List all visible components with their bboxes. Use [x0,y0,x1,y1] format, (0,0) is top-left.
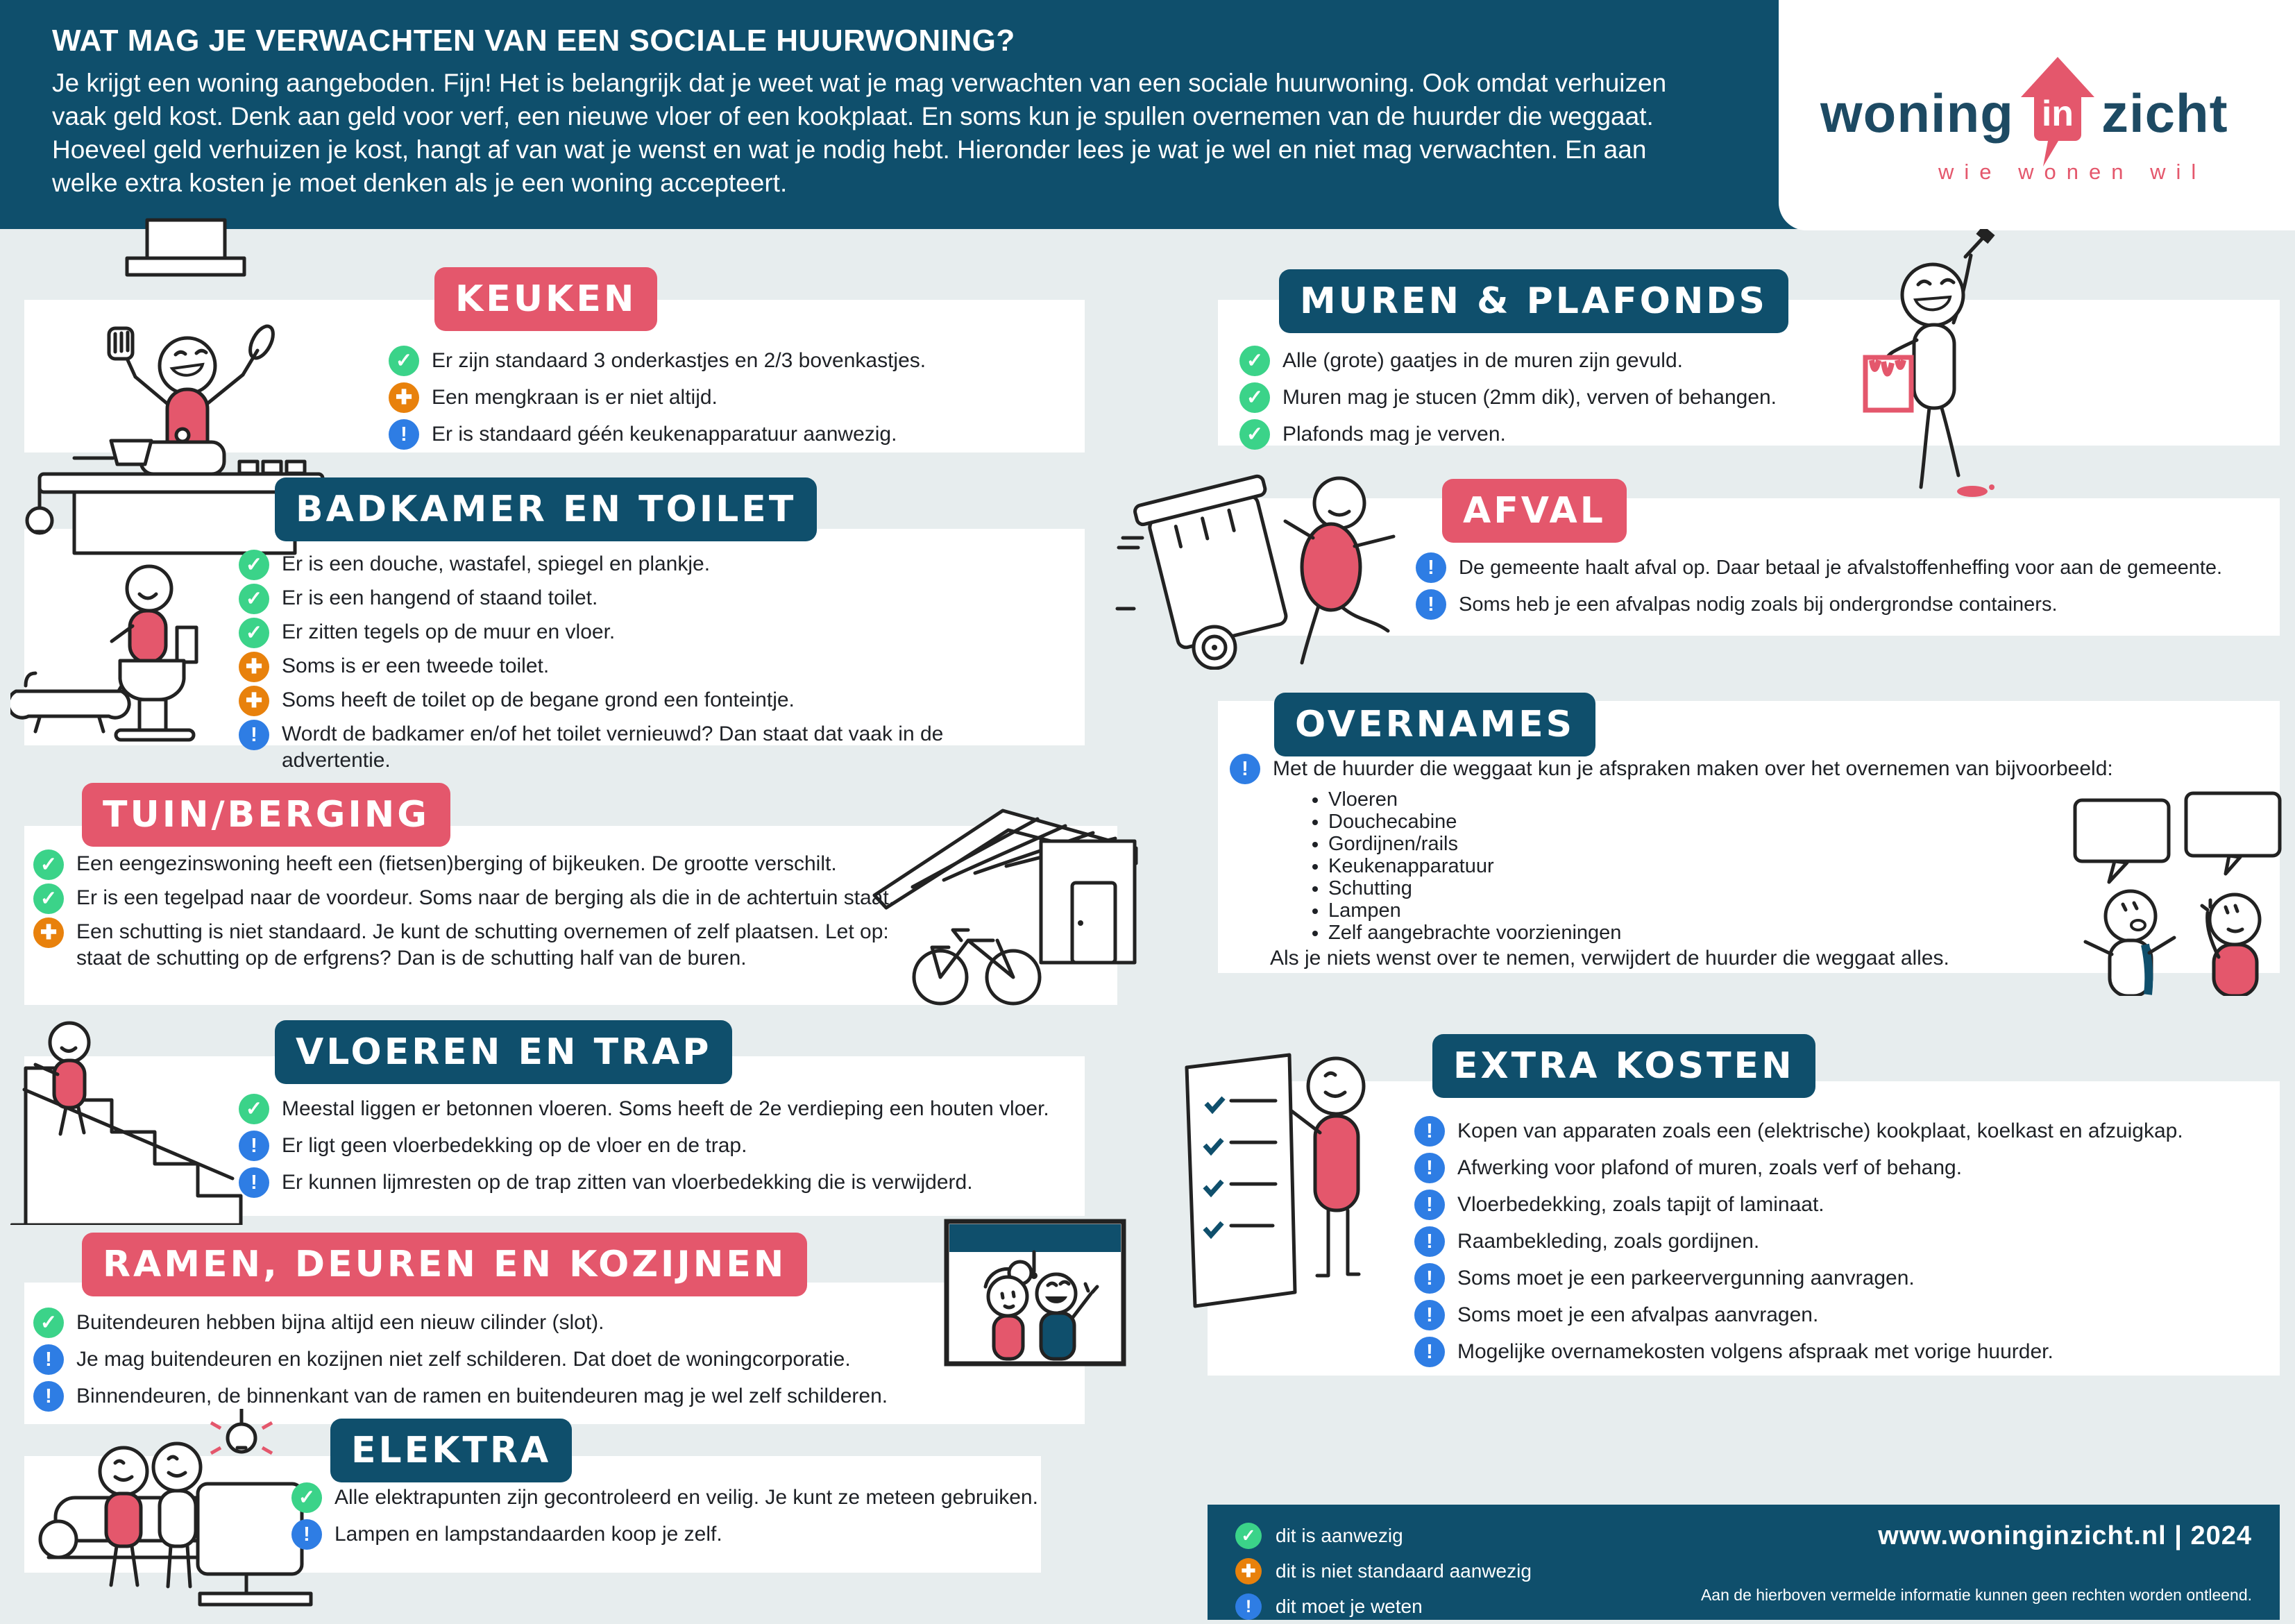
item-text: Afwerking voor plafond of muren, zoals verf of behang. [1457,1156,1963,1179]
check-icon: ✓ [239,618,269,648]
item-text: Muren mag je stucen (2mm dik), verven of behangen. [1282,386,1777,409]
list-item [239,1094,1049,1124]
ramen-list [33,1308,888,1412]
exclamation-icon: ! [1414,1337,1445,1367]
exclamation-icon: ! [1416,589,1446,620]
item-text: Raambekleding, zoals gordijnen. [1457,1230,1760,1253]
badkamer-list [239,550,962,774]
item-text: Buitendeuren hebben bijna altijd een nieuw cilinder (slot). [76,1311,604,1334]
section-title-vloeren: VLOEREN EN TRAP [275,1020,732,1084]
exclamation-icon: ! [389,419,419,450]
list-item [239,550,962,580]
check-icon: ✓ [389,346,419,376]
elektra-list [291,1482,1038,1550]
check-icon: ✓ [239,584,269,614]
intro-paragraph: Je krijgt een woning aangeboden. Fijn! Het is belangrijk dat je weet wat je mag verwachten van een sociale huurwoning. Ook omdat verhuizen vaak geld kost. Denk aan geld voor verf, een nieuwe vloer of een kookplaat. En soms kun je spullen overnemen van de huurder die weggaat. Hoeveel geld verhuizen je kost, hangt af van wat je wenst en wat je nodig hebt. Hieronder lees je wat je wel en niet mag verwachten. En aan welke extra kosten je moet denken als je een woning accepteert. [52,69,1667,197]
item-text: Meestal liggen er betonnen vloeren. Soms heeft de 2e verdieping een houten vloer. [282,1097,1049,1120]
exclamation-icon: ! [291,1519,322,1550]
overnames-bullet-list [1305,788,1621,944]
item-text: Een eengezinswoning heeft een (fietsen)berging of bijkeuken. De grootte verschilt. [76,852,837,875]
list-item [389,382,926,413]
section-title-badkamer: BADKAMER EN TOILET [275,477,817,541]
website-link[interactable]: www.woninginzicht.nl | 2024 [1878,1521,2252,1550]
item-text: Alle (grote) gaatjes in de muren zijn gevuld. [1282,349,1683,372]
exclamation-icon: ! [239,720,269,750]
extra-list [1414,1116,2183,1367]
list-item [239,618,962,648]
list-item [33,1344,888,1375]
list-item [239,686,962,716]
list-item [1414,1337,2183,1367]
check-icon: ✓ [291,1482,322,1513]
list-item [1239,382,1777,413]
logo [1820,54,2228,172]
tuin-list [33,849,899,972]
bullet-item: • Lampen [1328,899,1621,922]
exclamation-icon: ! [239,1131,269,1161]
exclamation-icon: ! [33,1344,64,1375]
overnames-footer: Als je niets wenst over te nemen, verwijdert de huurder die weggaat alles. [1270,947,1949,970]
list-item [33,849,899,880]
window-picture-illustration [944,1219,1128,1368]
check-icon: ✓ [239,1094,269,1124]
section-title-tuin: TUIN/BERGING [82,783,450,847]
section-title-extra: EXTRA KOSTEN [1432,1034,1815,1098]
list-item [291,1519,1038,1550]
item-text: Wordt de badkamer en/of het toilet vernieuwd? Dan staat dat vaak in de advertentie. [282,722,944,772]
logo-word-zicht: zicht [2101,82,2228,144]
list-item [33,917,899,972]
disclaimer-text: Aan de hierboven vermelde informatie kunnen geen rechten worden ontleend. [1700,1586,2252,1604]
list-item [1414,1300,2183,1330]
trash-bin-illustration [1110,455,1409,670]
item-text: Er zijn standaard 3 onderkastjes en 2/3 bovenkastjes. [432,349,926,372]
item-text: Alle elektrapunten zijn gecontroleerd en veilig. Je kunt ze meteen gebruiken. [334,1486,1038,1509]
list-item [1239,346,1777,376]
couch-tv-illustration [35,1409,319,1621]
list-item [1416,589,2222,620]
check-icon: ✓ [1239,382,1270,413]
check-icon: ✓ [1239,419,1270,450]
item-text: Er is een douche, wastafel, spiegel en plankje. [282,552,711,575]
list-item [239,1167,1049,1198]
exclamation-icon: ! [1414,1226,1445,1257]
plus-icon: ✚ [239,686,269,716]
item-text: Met de huurder die weggaat kun je afspraken maken over het overnemen van bijvoorbeeld: [1273,757,2113,780]
exclamation-icon: ! [1235,1593,1262,1620]
check-icon: ✓ [33,883,64,914]
list-item [1414,1190,2183,1220]
list-item [239,584,962,614]
exclamation-icon: ! [1414,1153,1445,1183]
section-title-ramen: RAMEN, DEUREN EN KOZIJNEN [82,1233,807,1296]
list-item [1239,419,1777,450]
item-text: Soms moet je een parkeervergunning aanvragen. [1457,1267,1915,1289]
legend-item [1235,1593,1532,1620]
item-text: De gemeente haalt afval op. Daar betaal je afvalstoffenheffing voor aan de gemeente. [1459,557,2223,579]
painter-illustration [1804,229,2082,503]
check-icon: ✓ [1239,346,1270,376]
list-item [291,1482,1038,1513]
item-text: Lampen en lampstandaarden koop je zelf. [334,1523,722,1546]
vloeren-list [239,1094,1049,1198]
logo-house-icon [2017,54,2099,172]
list-item [239,652,962,682]
section-title-overnames: OVERNAMES [1274,693,1595,756]
list-item [389,346,926,376]
legend-list [1235,1523,1532,1620]
item-text: Er kunnen lijmresten op de trap zitten van vloerbedekking die is verwijderd. [282,1171,973,1194]
legend-item [1235,1558,1532,1584]
check-icon: ✓ [33,1308,64,1338]
shed-illustration [864,798,1142,1010]
item-text: Vloerbedekking, zoals tapijt of laminaat. [1457,1193,1824,1216]
item-text: Er is een hangend of staand toilet. [282,586,598,609]
stairs-illustration [10,992,243,1225]
list-item [1414,1263,2183,1294]
bathroom-illustration [10,479,243,753]
bullet-item: • Schutting [1328,877,1621,899]
conversation-illustration [2065,788,2294,996]
item-text: Mogelijke overnamekosten volgens afspraak met vorige huurder. [1457,1340,2053,1363]
check-icon: ✓ [33,849,64,880]
section-title-muren: MUREN & PLAFONDS [1279,269,1788,333]
afval-list [1416,552,2222,620]
section-title-keuken: KEUKEN [434,267,657,331]
item-text: Soms moet je een afvalpas aanvragen. [1457,1303,1819,1326]
item-text: Een mengkraan is er niet altijd. [432,386,718,409]
item-text: Soms heeft de toilet op de begane grond een fonteintje. [282,688,795,711]
list-item [1230,754,2113,784]
keuken-list [389,346,926,450]
exclamation-icon: ! [33,1381,64,1412]
bullet-item: • Vloeren [1328,788,1621,811]
item-text: Soms is er een tweede toilet. [282,654,550,677]
exclamation-icon: ! [1414,1190,1445,1220]
logo-card [1779,0,2295,230]
muren-list [1239,346,1777,450]
exclamation-icon: ! [1414,1300,1445,1330]
exclamation-icon: ! [239,1167,269,1198]
item-text: Je mag buitendeuren en kozijnen niet zelf schilderen. Dat doet de woningcorporatie. [76,1348,851,1371]
list-item [239,1131,1049,1161]
page-title: WAT MAG JE VERWACHTEN VAN EEN SOCIALE HUURWONING? [52,24,1015,58]
exclamation-icon: ! [1416,552,1446,583]
list-item [389,419,926,450]
bullet-item: • Gordijnen/rails [1328,833,1621,855]
section-title-afval: AFVAL [1442,479,1627,543]
exclamation-icon: ! [1414,1116,1445,1147]
item-text: Een schutting is niet standaard. Je kunt de schutting overnemen of zelf plaatsen. Let op: staat de schutting op de erfgrens? Dan is de schutting half van de buren. [76,920,889,970]
exclamation-icon: ! [1230,754,1260,784]
check-icon: ✓ [239,550,269,580]
item-text: Er zitten tegels op de muur en vloer. [282,620,616,643]
overnames-intro [1230,754,2113,784]
list-item [33,1308,888,1338]
bullet-item: • Douchecabine [1328,811,1621,833]
list-item [1414,1153,2183,1183]
legend-label: dit is aanwezig [1276,1525,1403,1546]
legend-label: dit moet je weten [1276,1596,1423,1617]
bullet-item: • Keukenapparatuur [1328,855,1621,877]
legend-item [1235,1523,1532,1549]
plus-icon: ✚ [33,917,64,948]
logo-word-woning: woning [1820,82,2014,144]
list-item [1416,552,2222,583]
list-item [33,883,899,914]
logo-tagline: wie wonen wil [1938,160,2207,184]
exclamation-icon: ! [1414,1263,1445,1294]
list-item [1414,1116,2183,1147]
item-text: Er is standaard géén keukenapparatuur aanwezig. [432,423,897,446]
extractor-hood-illustration [125,218,246,277]
item-text: Binnendeuren, de binnenkant van de ramen en buitendeuren mag je wel zelf schilderen. [76,1385,888,1407]
check-icon: ✓ [1235,1523,1262,1549]
plus-icon: ✚ [389,382,419,413]
list-item [33,1381,888,1412]
section-title-elektra: ELEKTRA [330,1419,572,1482]
item-text: Kopen van apparaten zoals een (elektrische) kookplaat, koelkast en afzuigkap. [1457,1119,2183,1142]
list-item [239,720,962,774]
item-text: Er is een tegelpad naar de voordeur. Soms naar de berging als die in de achtertuin staat. [76,886,895,909]
logo-word-in: in [2041,94,2074,134]
item-text: Soms heb je een afvalpas nodig zoals bij ondergrondse containers. [1459,593,2058,616]
list-item [1414,1226,2183,1257]
bullet-item: • Zelf aangebrachte voorzieningen [1328,922,1621,944]
item-text: Er ligt geen vloerbedekking op de vloer en de trap. [282,1134,747,1157]
item-text: Plafonds mag je verven. [1282,423,1506,446]
plus-icon: ✚ [239,652,269,682]
checklist-illustration [1173,1027,1388,1339]
legend-bar [1208,1505,2280,1620]
legend-label: dit is niet standaard aanwezig [1276,1560,1532,1582]
plus-icon: ✚ [1235,1558,1262,1584]
